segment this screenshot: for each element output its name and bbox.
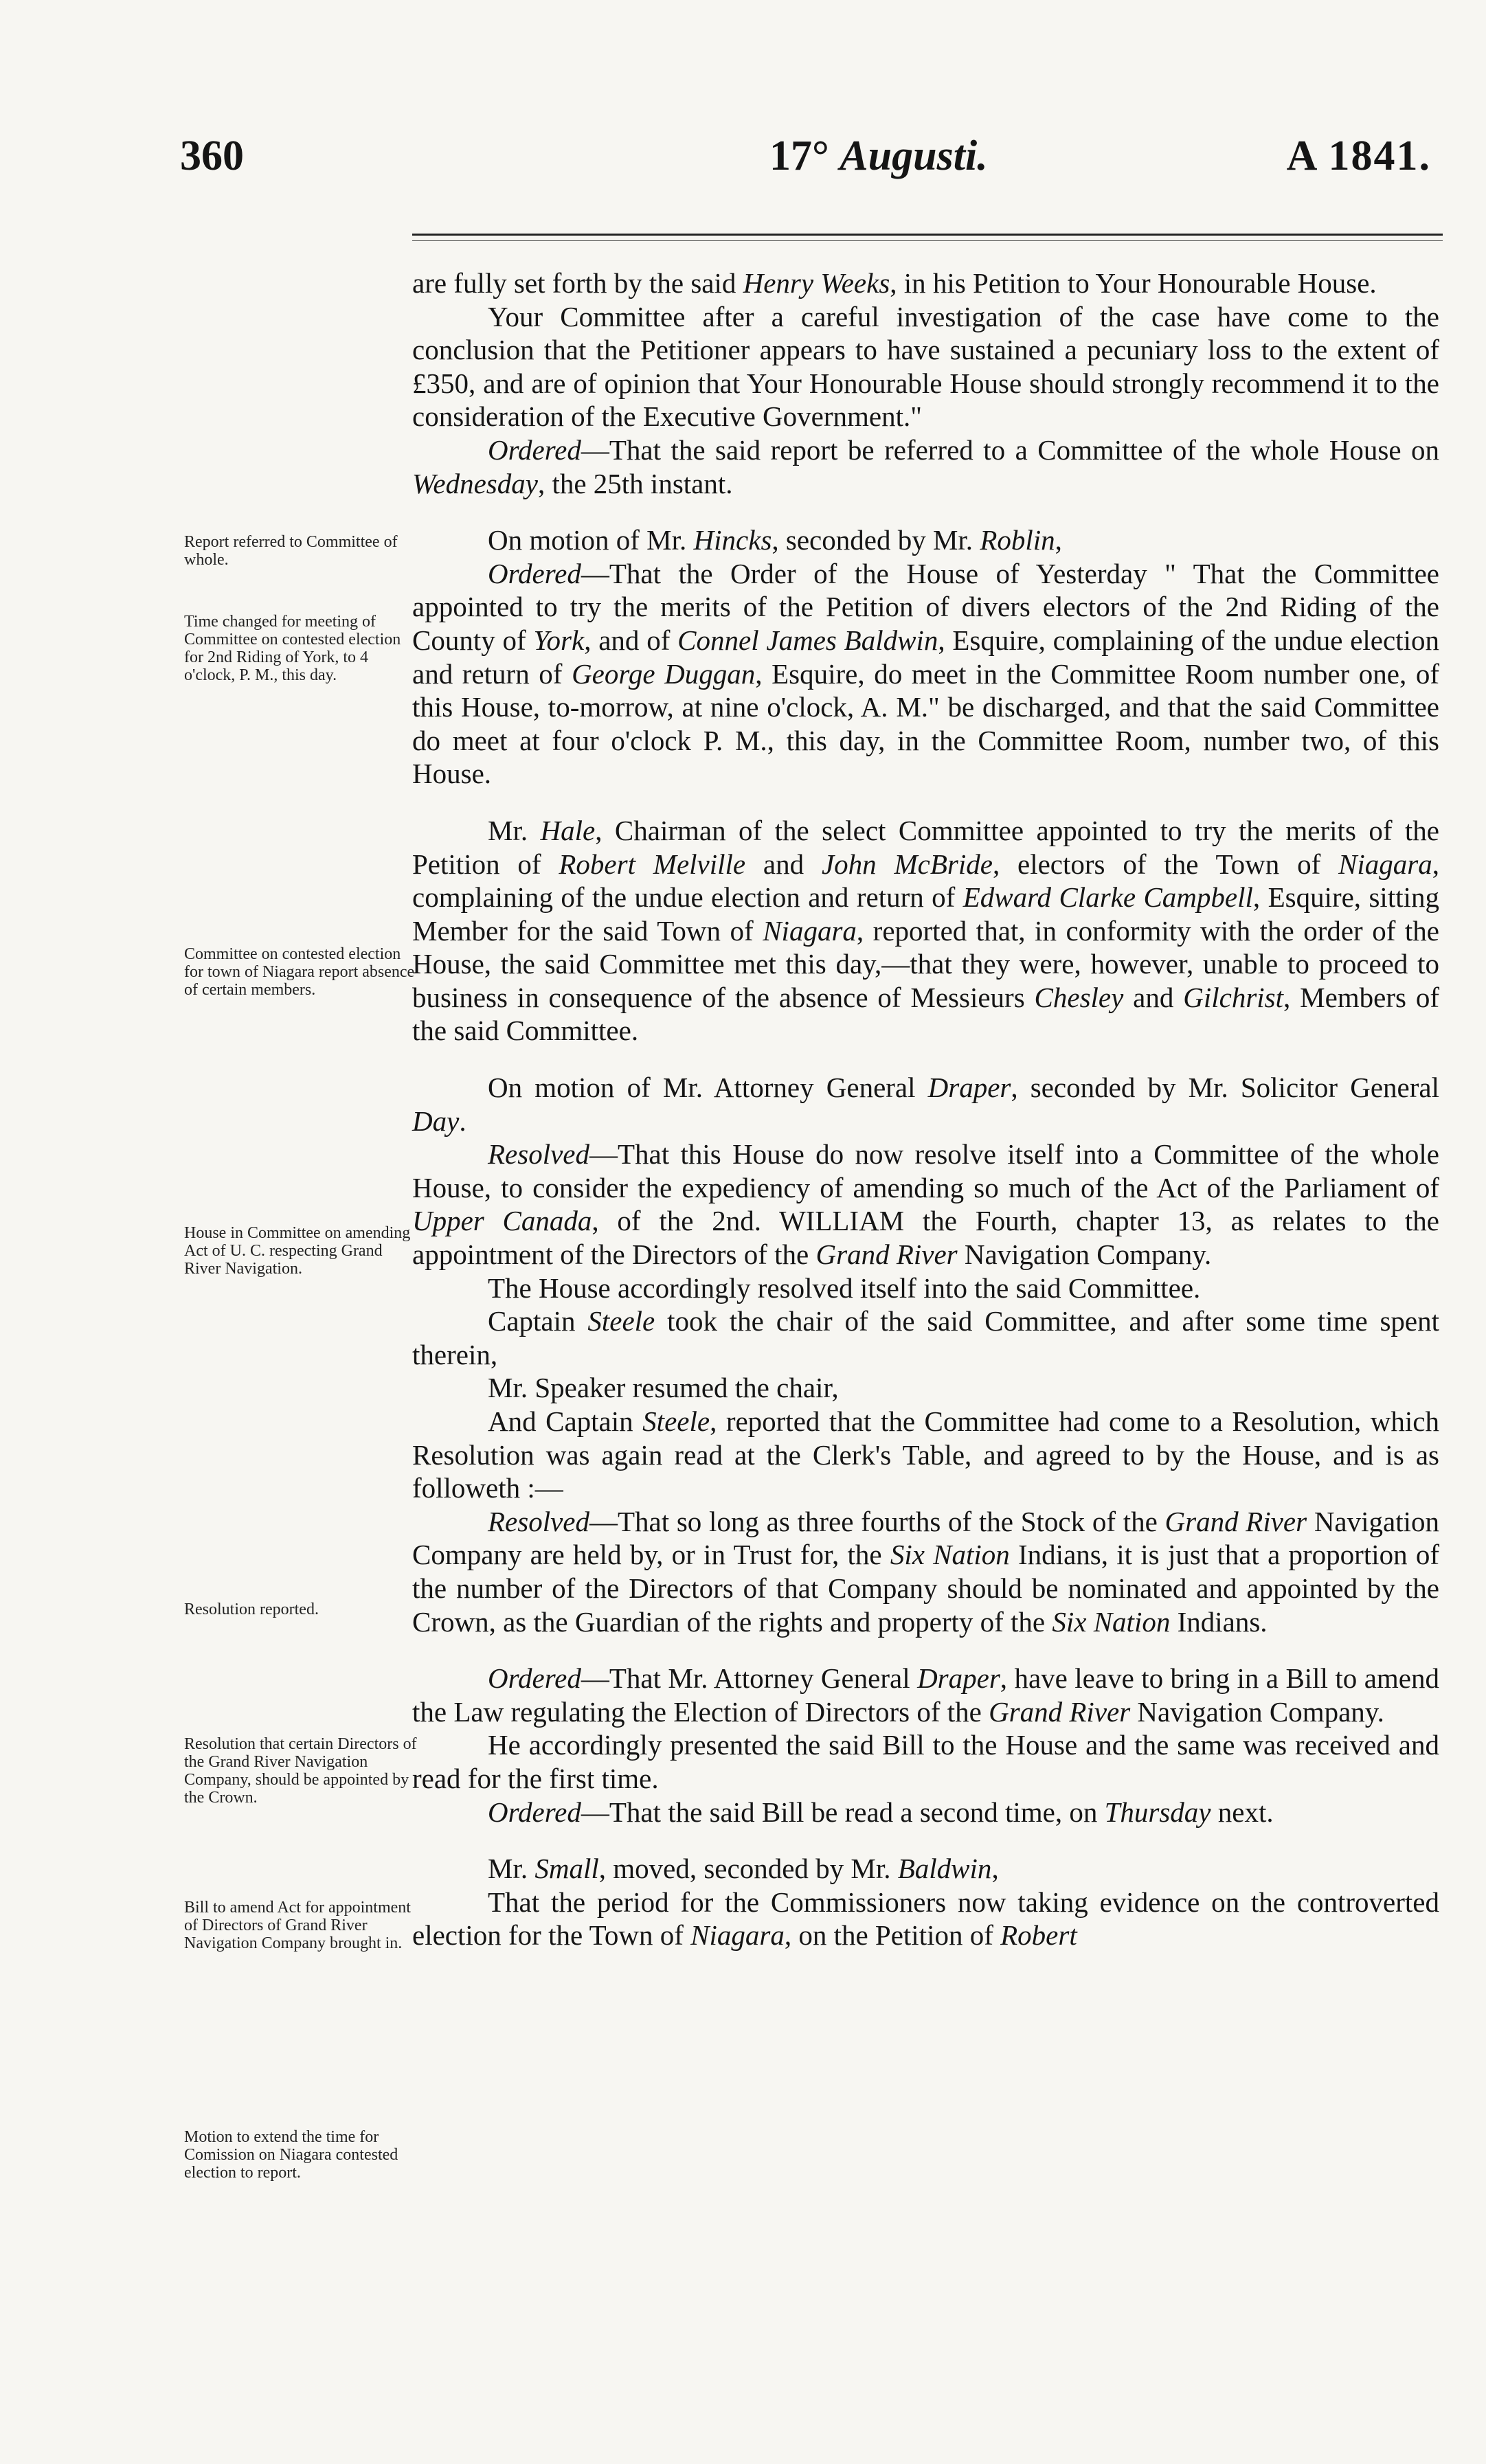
paragraph: He accordingly presented the said Bill to the House and the same was received and read for the first time. [412, 1729, 1439, 1794]
paragraph: Ordered—That the Order of the House of Yesterday " That the Committee appointed to try the merits of the Petition of divers electors of the 2nd Riding of the County of York, and of Connel James Baldwin, Esquire, complaining of the undue election and return of George Duggan, Esquire, do meet in the Committee Room number one, of this House, to-morrow, at nine o'clock, A. M." be discharged, and that the said Committee do meet at four o'clock P. M., this day, in the Committee Room, number two, of this House. [412, 557, 1439, 790]
margin-note: Report referred to Committee of whole. [184, 533, 398, 569]
paragraph: And Captain Steele, reported that the Committee had come to a Resolution, which Resolution was again read at the Clerk's Table, and agreed to by the House, and is as followeth :— [412, 1405, 1439, 1504]
paragraph: Mr. Hale, Chairman of the select Committee appointed to try the merits of the Petition of Robert Melville and John McBride, electors of the Town of Niagara, complaining of the undue election and return of Edward Clarke Campbell, Esquire, sitting Member for the said Town of Niagara, reported that, in conformity with the order of the House, the said Committee met this day,—that they were, however, unable to proceed to business in consequence of the absence of Messieurs Chesley and Gilchrist, Members of the said Committee. [412, 814, 1440, 1047]
paragraph: are fully set forth by the said Henry Weeks, in his Petition to Your Honourable House. [412, 267, 1377, 299]
paragraph: Ordered—That Mr. Attorney General Draper, have leave to bring in a Bill to amend the Law regulating the Election of Directors of the Grand River Navigation Company. [412, 1662, 1439, 1728]
page-number: 360 [180, 133, 244, 179]
paragraph: The House accordingly resolved itself into the said Committee. [488, 1271, 1201, 1304]
header-rule-thin [412, 240, 1443, 241]
margin-note: Resolution that certain Directors of the Grand River Navigation Company, should be appointed by the Crown. [184, 1735, 417, 1807]
paragraph: That the period for the Commissioners now taking evidence on the controverted election for the Town of Niagara, on the Petition of Robert [412, 1886, 1439, 1952]
paragraph: Mr. Speaker resumed the chair, [488, 1372, 839, 1404]
header-date-day: 17° [769, 133, 829, 179]
header-date [769, 132, 988, 181]
header-rule [412, 234, 1443, 236]
paragraph: Resolved—That so long as three fourths of the Stock of the Grand River Navigation Company are held by, or in Trust for, the Six Nation Indians, it is just that a proportion of the number of the Directors of that Company should be nominated and appointed by the Crown, as the Guardian of the rights and property of the Six Nation Indians. [412, 1505, 1440, 1638]
paragraph: Your Committee after a careful investigation of the case have come to the conclusion that the Petitioner appears to have sustained a pecuniary loss to the extent of £350, and are of opinion that Your Honourable House should strongly recommend it to the consideration of the Executive Government." [412, 300, 1439, 433]
paragraph: Ordered—That the said report be referred to a Committee of the whole House on Wednesday, the 25th instant. [412, 433, 1439, 499]
header-date-month: Augusti. [840, 133, 988, 179]
paragraph: Resolved—That this House do now resolve itself into a Committee of the whole House, to consider the expediency of amending so much of the Act of the Parliament of Upper Canada, of the 2nd. WILLIAM the Fourth, chapter 13, as relates to the appointment of the Directors of the Grand River Navigation Company. [412, 1138, 1440, 1271]
document-body [412, 267, 1439, 1952]
margin-note: Bill to amend Act for appointment of Directors of Grand River Navigation Company brought in. [184, 1899, 411, 1952]
paragraph: Ordered—That the said Bill be read a second time, on Thursday next. [488, 1796, 1274, 1828]
paragraph: On motion of Mr. Attorney General Draper, seconded by Mr. Solicitor General Day. [412, 1072, 1439, 1137]
paragraph: On motion of Mr. Hincks, seconded by Mr. Roblin, [488, 524, 1062, 556]
margin-note: Resolution reported. [184, 1601, 319, 1618]
margin-note: Committee on contested election for town of Niagara report absence of certain members. [184, 945, 415, 999]
margin-note: Motion to extend the time for Comission on Niagara contested election to report. [184, 2128, 398, 2182]
page-header [0, 125, 1486, 187]
margin-note: House in Committee on amending Act of U. C. respecting Grand River Navigation. [184, 1224, 411, 1278]
margin-note: Time changed for meeting of Committee on contested election for 2nd Riding of York, to 4 o'clock, P. M., this day. [184, 613, 401, 684]
paragraph: Mr. Small, moved, seconded by Mr. Baldwin, [488, 1853, 999, 1885]
header-year: A 1841. [1286, 133, 1431, 179]
paragraph: Captain Steele took the chair of the said Committee, and after some time spent therein, [412, 1305, 1440, 1370]
